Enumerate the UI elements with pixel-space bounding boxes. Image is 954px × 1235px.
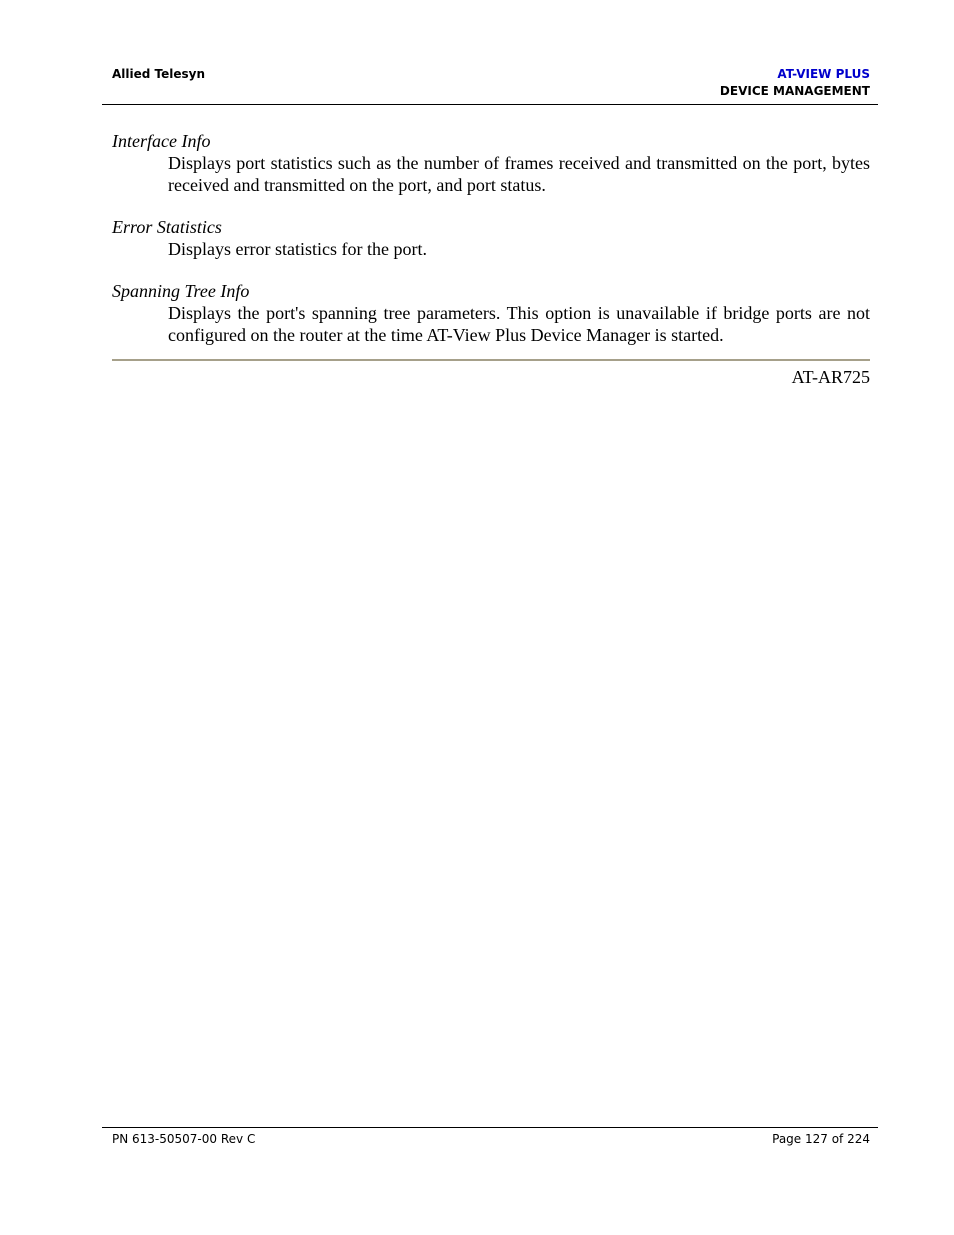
part-number: PN 613-50507-00 Rev C	[112, 1132, 256, 1146]
entry-description: Displays the port's spanning tree parameters. This option is unavailable if bridge ports are not configured on the router at the time AT-View Plus Device Manager is started.	[168, 303, 870, 345]
entry-spanning-tree-info	[112, 280, 870, 346]
entry-term: Spanning Tree Info	[112, 281, 250, 301]
entry-description: Displays error statistics for the port.	[168, 239, 427, 259]
definition-list	[112, 130, 870, 346]
entry-interface-info	[112, 130, 870, 196]
header-divider	[102, 104, 878, 105]
page-number: Page 127 of 224	[772, 1132, 870, 1146]
entry-error-statistics	[112, 216, 870, 260]
model-label: AT-AR725	[791, 367, 870, 387]
product-title: AT-VIEW PLUS	[777, 67, 870, 81]
entry-term: Error Statistics	[112, 217, 222, 237]
header-titles	[720, 66, 870, 100]
entry-description: Displays port statistics such as the number of frames received and transmitted on the port, bytes received and transmitted on the port, and port status.	[168, 153, 870, 195]
entry-term: Interface Info	[112, 131, 211, 151]
section-title: DEVICE MANAGEMENT	[719, 84, 870, 98]
footer-divider	[102, 1127, 878, 1128]
company-name: Allied Telesyn	[112, 67, 206, 81]
content-divider	[112, 359, 870, 361]
